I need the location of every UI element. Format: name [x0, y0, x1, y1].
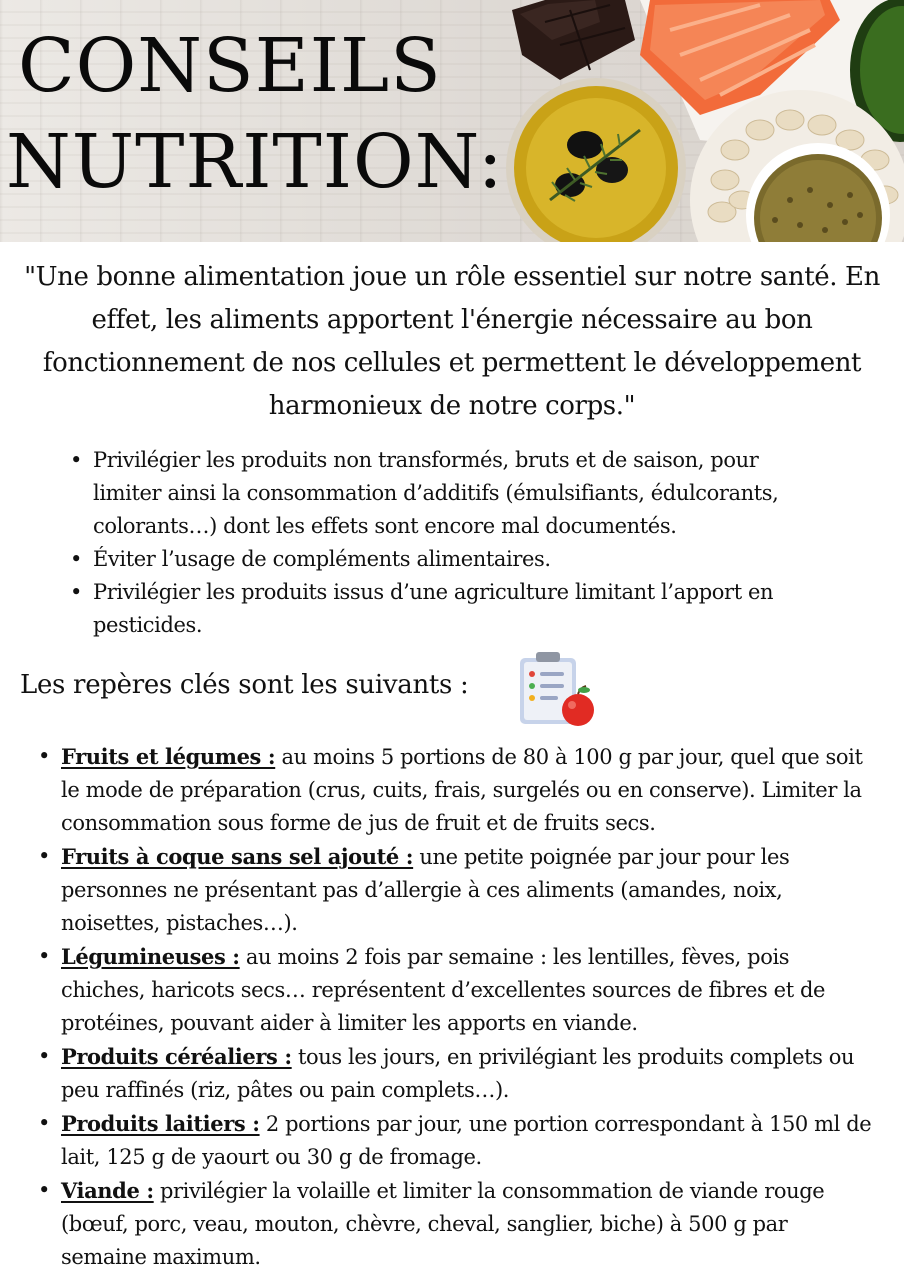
- item-label: Fruits et légumes :: [61, 744, 276, 769]
- item-text: 2 portions par jour, une portion correspondant à 150 ml de lait, 125 g de yaourt ou 30 g de fromage.: [61, 1112, 872, 1169]
- chocolate-image: [512, 0, 635, 80]
- list-item: [38, 1174, 872, 1274]
- item-text: une petite poignée par jour pour les personnes ne présentant pas d’allergie à ces aliments (amandes, noix, noisettes, pistaches…).: [61, 845, 790, 935]
- item-label: Légumineuses :: [61, 944, 240, 969]
- list-item: [38, 1040, 872, 1107]
- item-text: au moins 2 fois par semaine : les lentilles, fèves, pois chiches, haricots secs… représentent d’excellentes sources de fibres et de protéines, pouvant aider à limiter les apports en viande.: [61, 945, 826, 1035]
- clipboard-apple-icon: [516, 650, 596, 728]
- item-label: Viande :: [61, 1178, 154, 1203]
- list-item: [38, 940, 872, 1040]
- tip-item: • Privilégier les produits issus d’une agriculture limitant l’apport en pesticides.: [70, 576, 830, 642]
- title-line-2: NUTRITION:: [6, 119, 504, 205]
- item-text: au moins 5 portions de 80 à 100 g par jour, quel que soit le mode de préparation (crus, cuits, frais, surgelés ou en conserve). Limiter la consommation sous forme de jus de fruit et de fruits secs.: [61, 745, 863, 835]
- tip-item: • Éviter l’usage de compléments alimentaires.: [70, 543, 830, 576]
- tips-list: [70, 444, 830, 642]
- header-banner: [0, 0, 904, 242]
- item-label: Produits céréaliers :: [61, 1044, 292, 1069]
- reperes-list: [38, 740, 872, 1274]
- list-item: [38, 740, 872, 840]
- item-text: privilégier la volaille et limiter la consommation de viande rouge (bœuf, porc, veau, mouton, chèvre, cheval, sanglier, biche) à 500 g par semaine maximum.: [61, 1179, 825, 1269]
- olive-oil-bowl-image: [506, 78, 686, 242]
- reperes-heading: Les repères clés sont les suivants :: [20, 670, 469, 700]
- list-item: [38, 1107, 872, 1174]
- intro-quote: "Une bonne alimentation joue un rôle essentiel sur notre santé. En effet, les aliments apportent l'énergie nécessaire au bon fonctionnement de nos cellules et permettent le développement harmonieux de notre corps.": [24, 262, 880, 421]
- tip-item: • Privilégier les produits non transformés, bruts et de saison, pour limiter ainsi la consommation d’additifs (émulsifiants, édulcorants, colorants…) dont les effets sont encore mal documentés.: [70, 444, 830, 543]
- page-title: [6, 18, 504, 210]
- item-text: tous les jours, en privilégiant les produits complets ou peu raffinés (riz, pâtes ou pain complets…).: [61, 1045, 855, 1102]
- item-label: Fruits à coque sans sel ajouté :: [61, 844, 414, 869]
- item-label: Produits laitiers :: [61, 1111, 260, 1136]
- title-line-1: CONSEILS: [18, 23, 442, 109]
- list-item: [38, 840, 872, 940]
